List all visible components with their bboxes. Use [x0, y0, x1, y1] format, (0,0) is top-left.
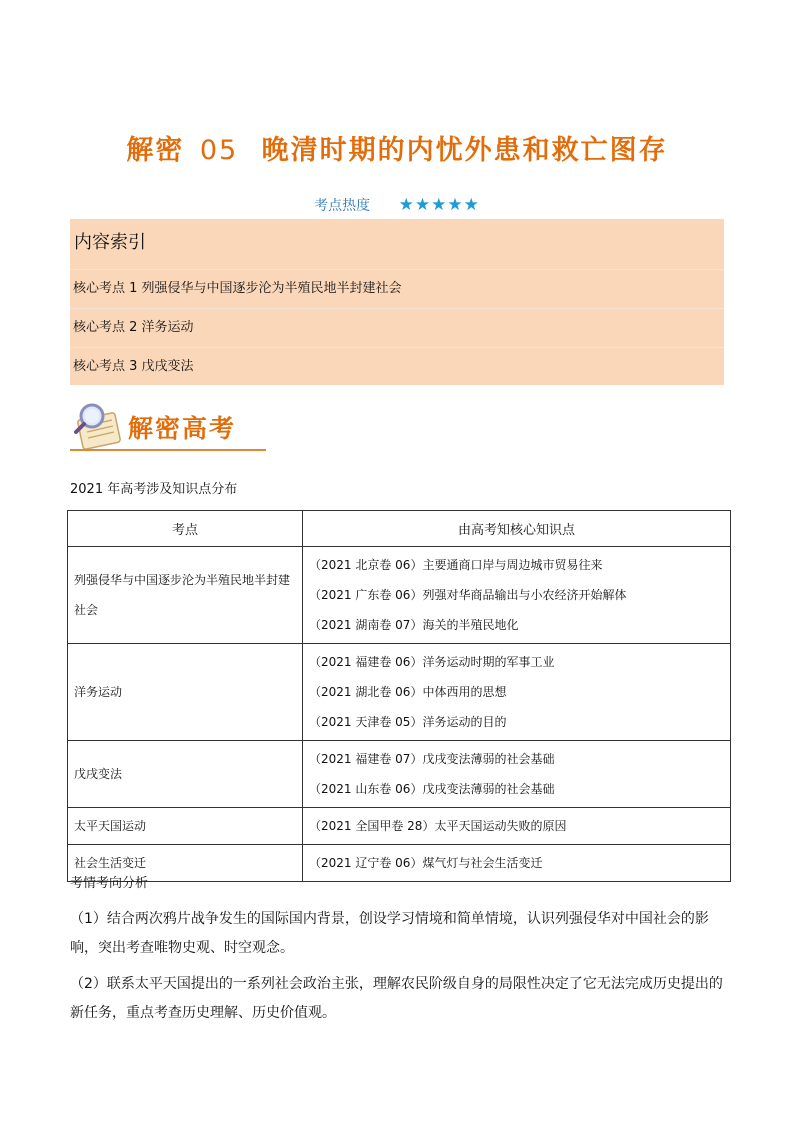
table-items-cell [303, 644, 731, 741]
table-header: 考点 [68, 511, 303, 547]
table-item: （2021 全国甲卷 28）太平天国运动失败的原因 [309, 819, 567, 833]
table-item: （2021 天津卷 05）洋务运动的目的 [309, 715, 507, 729]
table-header-row [68, 511, 731, 547]
index-item: 核心考点 2 洋务运动 [70, 309, 724, 348]
table-row [68, 547, 731, 644]
table-item: （2021 福建卷 06）洋务运动时期的军事工业 [309, 655, 555, 669]
table-item: （2021 湖北卷 06）中体西用的思想 [309, 685, 507, 699]
analysis-paragraph: （1）结合两次鸦片战争发生的国际国内背景，创设学习情境和简单情境，认识列强侵华对中国社会的影响，突出考查唯物史观、时空观念。 [70, 911, 709, 956]
table-row [68, 741, 731, 808]
star-rating-icon: ★★★★★ [398, 195, 480, 215]
table-items-cell [303, 741, 731, 808]
table-topic-cell: 社会生活变迁 [68, 845, 303, 882]
table-item: （2021 湖南卷 07）海关的半殖民地化 [309, 618, 519, 632]
distribution-subheading: 2021 年高考涉及知识点分布 [70, 482, 238, 497]
magnifier-notebook-icon [70, 400, 130, 452]
table-item: （2021 辽宁卷 06）煤气灯与社会生活变迁 [309, 856, 543, 870]
banner-text: 解密高考 [128, 414, 237, 443]
title-text: 晚清时期的内忧外患和救亡图存 [261, 135, 668, 166]
table-topic-cell: 太平天国运动 [68, 808, 303, 845]
knowledge-table [67, 510, 731, 882]
index-heading: 内容索引 [70, 219, 724, 270]
table-topic-cell: 列强侵华与中国逐步沦为半殖民地半封建社会 [68, 547, 303, 644]
table-items-cell [303, 547, 731, 644]
table-row [68, 644, 731, 741]
analysis-title: 考情考向分析 [70, 876, 149, 891]
banner-underline [70, 449, 266, 451]
table-row [68, 845, 731, 882]
table-item: （2021 广东卷 06）列强对华商品输出与小农经济开始解体 [309, 588, 627, 602]
table-items-cell [303, 808, 731, 845]
table-item: （2021 山东卷 06）戊戌变法薄弱的社会基础 [309, 782, 555, 796]
table-topic-cell: 洋务运动 [68, 644, 303, 741]
heat-label: 考点热度 [314, 198, 371, 214]
content-index [70, 219, 724, 385]
section-banner [70, 400, 270, 456]
table-row [68, 808, 731, 845]
table-topic-cell: 戊戌变法 [68, 741, 303, 808]
title-number: 05 [199, 135, 239, 166]
table-item: （2021 北京卷 06）主要通商口岸与周边城市贸易往来 [309, 558, 603, 572]
heat-rating [0, 195, 794, 215]
index-item: 核心考点 1 列强侵华与中国逐步沦为半殖民地半封建社会 [70, 270, 724, 309]
title-prefix: 解密 [126, 135, 185, 166]
table-item: （2021 福建卷 07）戊戌变法薄弱的社会基础 [309, 752, 555, 766]
table-items-cell [303, 845, 731, 882]
index-item: 核心考点 3 戊戌变法 [73, 359, 194, 374]
table-header: 由高考知核心知识点 [303, 511, 731, 547]
page-title [0, 128, 794, 167]
analysis-paragraph: （2）联系太平天国提出的一系列社会政治主张，理解农民阶级自身的局限性决定了它无法完成历史提出的新任务，重点考查历史理解、历史价值观。 [70, 976, 723, 1021]
